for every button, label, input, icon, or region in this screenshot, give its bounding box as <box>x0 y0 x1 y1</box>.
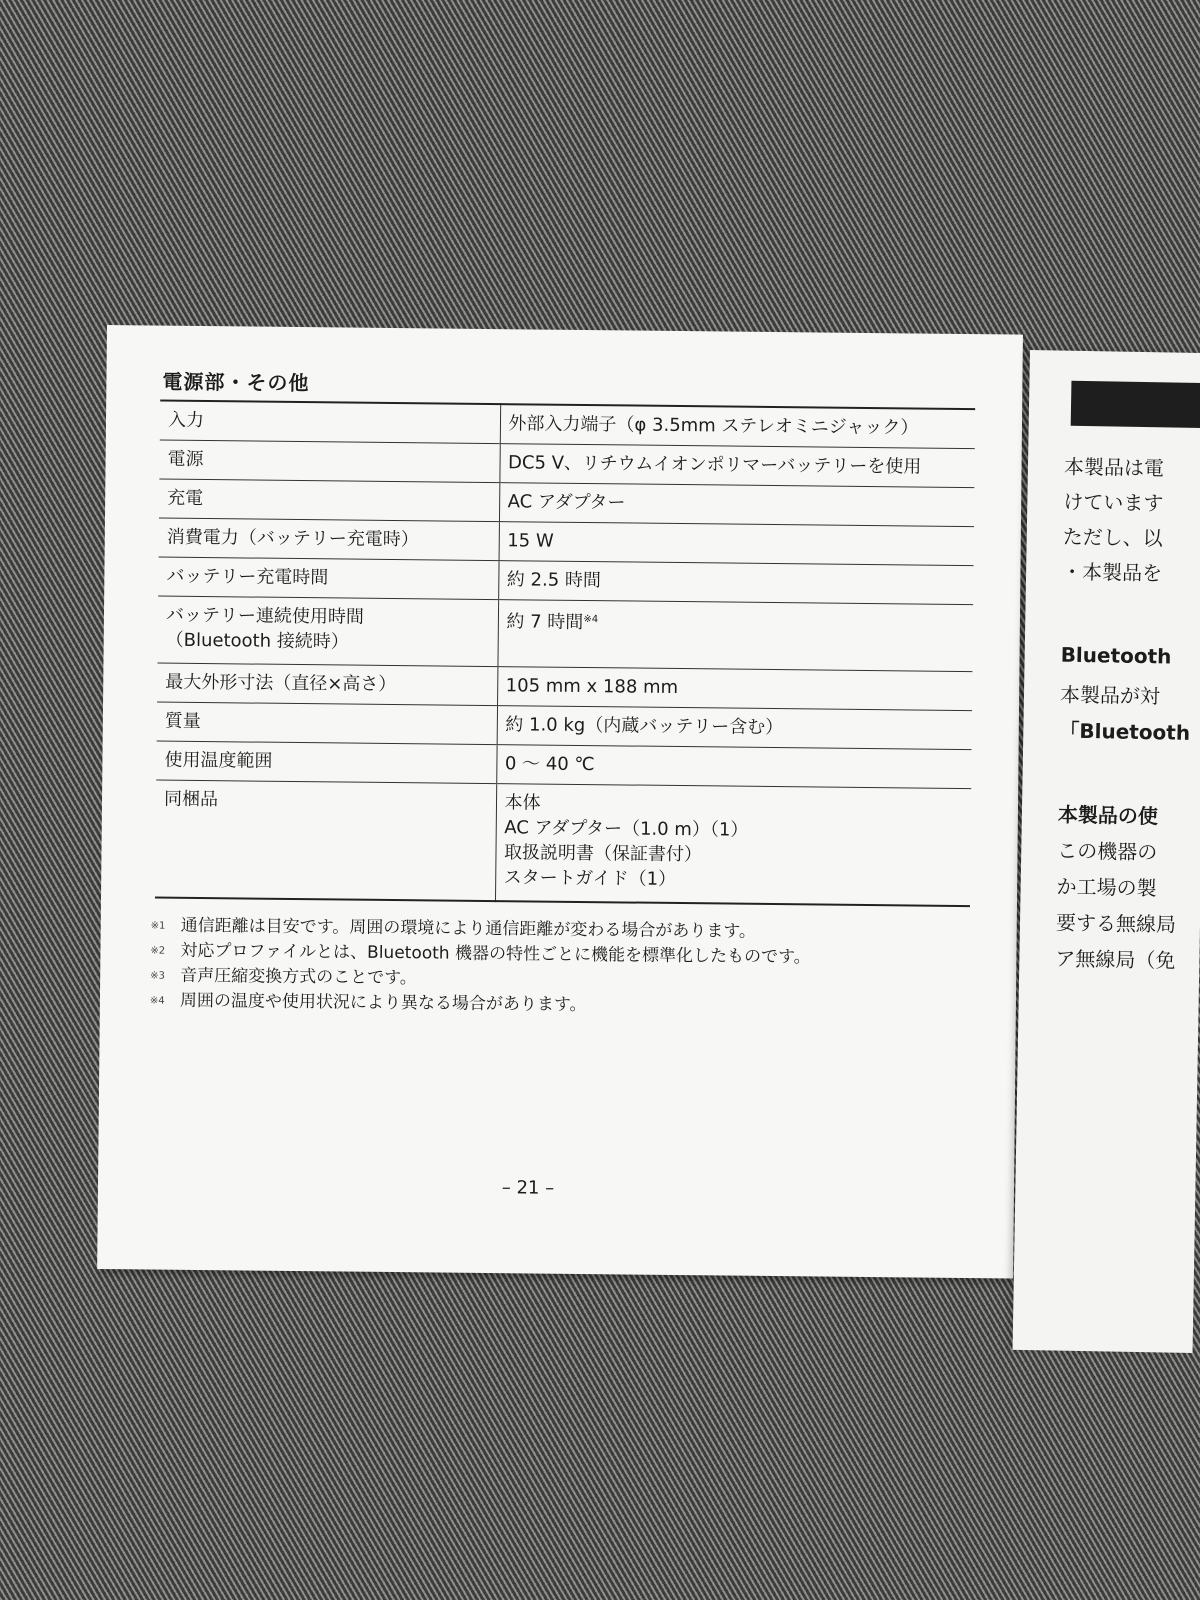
spec-value: 本体 AC アダプター（1.0 m）（1） 取扱説明書（保証書付） スタートガイド（1） <box>495 784 971 906</box>
spec-value: 15 W <box>499 522 974 566</box>
footnote-mark: ※4 <box>149 995 165 1007</box>
right-page-line: か工場の製 <box>1056 874 1157 901</box>
spec-label: 入力 <box>167 409 205 432</box>
footnote-mark: ※1 <box>150 920 166 932</box>
spec-label: 同梱品 <box>163 788 219 811</box>
manual-page-left <box>97 325 1023 1279</box>
spec-value: 約 7 時間$^{※4}$ <box>497 600 973 672</box>
right-page-line: ・本製品を <box>1061 559 1163 586</box>
footnote-text: 周囲の温度や使用状況により異なる場合があります。 <box>179 990 587 1016</box>
heading-bar <box>1071 381 1200 429</box>
right-page-line: 本製品が対 <box>1059 682 1161 709</box>
manual-page-right <box>1013 350 1200 1353</box>
spec-label: 消費電力（バッテリー充電時） <box>166 526 419 551</box>
right-page-heading: 本製品の使 <box>1057 802 1159 829</box>
spec-value: AC アダプター <box>499 483 974 527</box>
spec-label: 充電 <box>167 487 204 510</box>
right-page-line: 「Bluetooth <box>1059 718 1191 745</box>
right-page-line: この機器の <box>1057 838 1158 865</box>
footnote-mark: ※3 <box>150 970 165 982</box>
right-page-line: 要する無線局 <box>1055 910 1177 937</box>
spec-value: 105 mm x 188 mm <box>497 667 972 711</box>
footnote-text: 音声圧縮変換方式のことです。 <box>180 965 417 989</box>
spec-value: DC5 V、リチウムイオンポリマーバッテリーを使用 <box>499 444 974 488</box>
spec-value: 約 2.5 時間 <box>498 561 973 605</box>
spec-label: 最大外形寸法（直径×高さ） <box>165 671 397 696</box>
spec-row-battery-life <box>157 596 973 672</box>
footnote-text: 対応プロファイルとは、Bluetooth 機器の特性ごとに機能を標準化したものです。 <box>180 940 811 968</box>
footnote-text: 通信距離は目安です。周囲の環境により通信距離が変わる場合があります。 <box>180 915 757 942</box>
page-number: – 21 – <box>501 1177 555 1199</box>
spec-label: 質量 <box>164 710 201 733</box>
footnote-mark: ※2 <box>150 945 166 957</box>
spec-row-included-items <box>155 780 971 906</box>
right-page-line: けています <box>1063 489 1164 516</box>
spec-table <box>155 400 975 908</box>
spec-label: バッテリー充電時間 <box>166 565 329 589</box>
section-title: 電源部・その他 <box>162 369 310 396</box>
right-page-line: ただし、以 <box>1062 524 1163 551</box>
spec-label: 使用温度範囲 <box>164 749 273 772</box>
footnote-ref: ※4 <box>583 614 599 626</box>
right-page-line: ア無線局（免 <box>1055 946 1176 973</box>
spec-value: 0 ～ 40 ℃ <box>496 745 971 789</box>
spec-value: 外部入力端子（φ 3.5mm ステレオミニジャック） <box>500 404 975 448</box>
spec-label: 電源 <box>167 448 204 471</box>
right-page-line: 本製品は電 <box>1063 454 1165 481</box>
spec-value: 約 1.0 kg（内蔵バッテリー含む） <box>497 706 972 750</box>
right-page-heading: Bluetooth <box>1060 642 1172 669</box>
spec-label: バッテリー連続使用時間 （Bluetooth 接続時） <box>165 604 365 653</box>
footnotes <box>150 913 951 1021</box>
